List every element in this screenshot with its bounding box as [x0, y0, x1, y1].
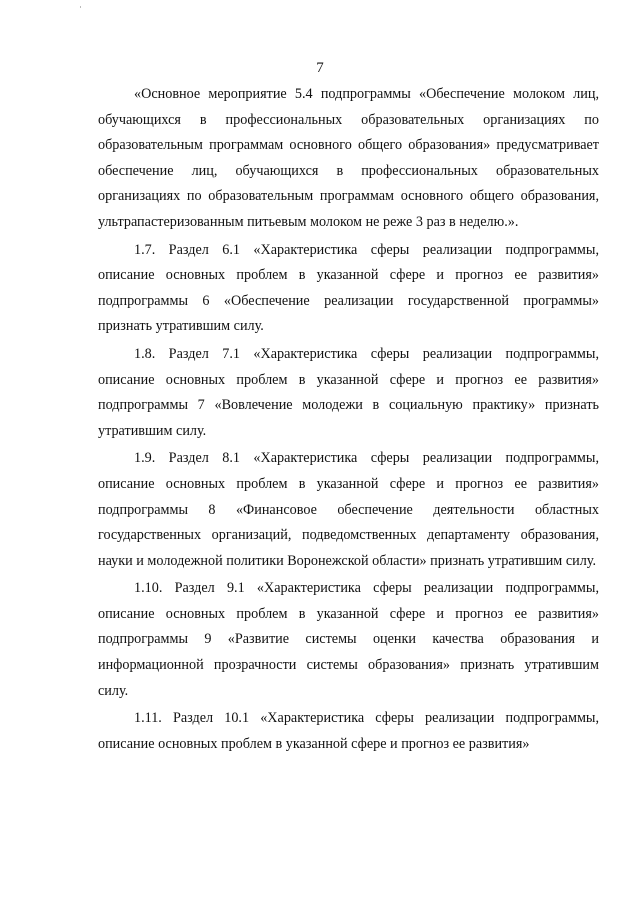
- paragraph-1-10: 1.10. Раздел 9.1 «Характеристика сферы реализации подпрограммы, описание основных проблем в указанной сфере и прогноз ее развития» подпрограммы 9 «Развитие системы оценки качества образования и информационной прозрачности системы образования» признать утратившим силу.: [98, 580, 599, 699]
- paragraph-1-7: 1.7. Раздел 6.1 «Характеристика сферы реализации подпрограммы, описание основных проблем в указанной сфере и прогноз ее развития» подпрограммы 6 «Обеспечение реализации государственной программы» признать утратившим силу.: [98, 241, 599, 335]
- paragraph-1-9: 1.9. Раздел 8.1 «Характеристика сферы реализации подпрограммы, описание основных проблем в указанной сфере и прогноз ее развития» подпрограммы 8 «Финансовое обеспечение деятельности областных государственных организаций, подведомственных департаменту образования, науки и молодежной политики Воронежской области» признать утратившим силу.: [98, 450, 599, 569]
- paragraph-1-8: 1.8. Раздел 7.1 «Характеристика сферы реализации подпрограммы, описание основных проблем в указанной сфере и прогноз ее развития» подпрограммы 7 «Вовлечение молодежи в социальную практику» признать утратившим силу.: [98, 345, 599, 439]
- scan-speck: [80, 6, 81, 8]
- page-number: 7: [316, 60, 324, 76]
- paragraph-1-11: 1.11. Раздел 10.1 «Характеристика сферы реализации подпрограммы, описание основных проблем в указанной сфере и прогноз ее развития»: [98, 710, 599, 752]
- paragraph-main-event-5-4: «Основное мероприятие 5.4 подпрограммы «Обеспечение молоком лиц, обучающихся в профессиональных образовательных организациях по образовательным программам основного общего образования» предусматривает обеспечение лиц, обучающихся в профессиональных образовательных организациях по образовательным программам основного общего образования, ультрапастеризованным питьевым молоком не реже 3 раз в неделю.».: [98, 86, 599, 230]
- document-body: [98, 82, 599, 759]
